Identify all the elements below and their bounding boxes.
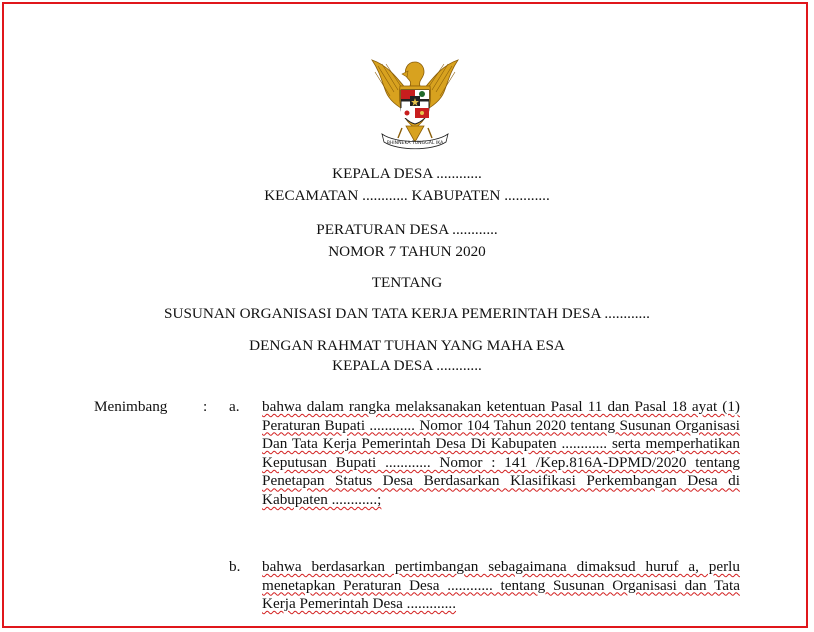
item-letter: b. <box>229 558 241 575</box>
item-letter: a. <box>229 398 240 415</box>
regulation-subject: SUSUNAN ORGANISASI DAN TATA KERJA PEMERINTAH DESA ............ <box>164 305 650 322</box>
consideration-paragraph: bahwa dalam rangka melaksanakan ketentuan Pasal 11 dan Pasal 18 ayat (1) Peraturan Bupati ............ Nomor 104 Tahun 2020 tentang Susunan Organisasi Dan Tata Kerja Pemerintah Desa Di Kabupaten ............ serta memperhatikan Keputusan Bupati ............ Nomor : 141 /Kep.816A-DPMD/2020 tentang Penetapan Status Desa Berdasarkan Klasifikasi Perkembangan Desa di Kabupaten ............; <box>262 398 740 508</box>
regulation-title: PERATURAN DESA ............ <box>316 221 498 238</box>
kepala-desa-heading: KEPALA DESA ............ <box>332 165 482 182</box>
kecamatan-kabupaten-heading: KECAMATAN ............ KABUPATEN ............ <box>264 187 550 204</box>
regulation-number: NOMOR 7 TAHUN 2020 <box>328 243 486 260</box>
blessing-line: DENGAN RAHMAT TUHAN YANG MAHA ESA <box>249 337 565 354</box>
emblem-motto: BHINNEKA TUNGGAL IKA <box>386 141 444 146</box>
considering-label: Menimbang <box>94 398 168 415</box>
garuda-emblem-icon <box>360 52 470 156</box>
regulation-about: TENTANG <box>371 274 443 291</box>
considering-colon: : <box>203 398 208 415</box>
kepala-desa-signatory: KEPALA DESA ............ <box>332 357 482 374</box>
consideration-paragraph: bahwa berdasarkan pertimbangan sebagaimana dimaksud huruf a, perlu menetapkan Peraturan Desa ............ tentang Susunan Organisasi dan Tata Kerja Pemerintah Desa ............. <box>262 558 740 613</box>
